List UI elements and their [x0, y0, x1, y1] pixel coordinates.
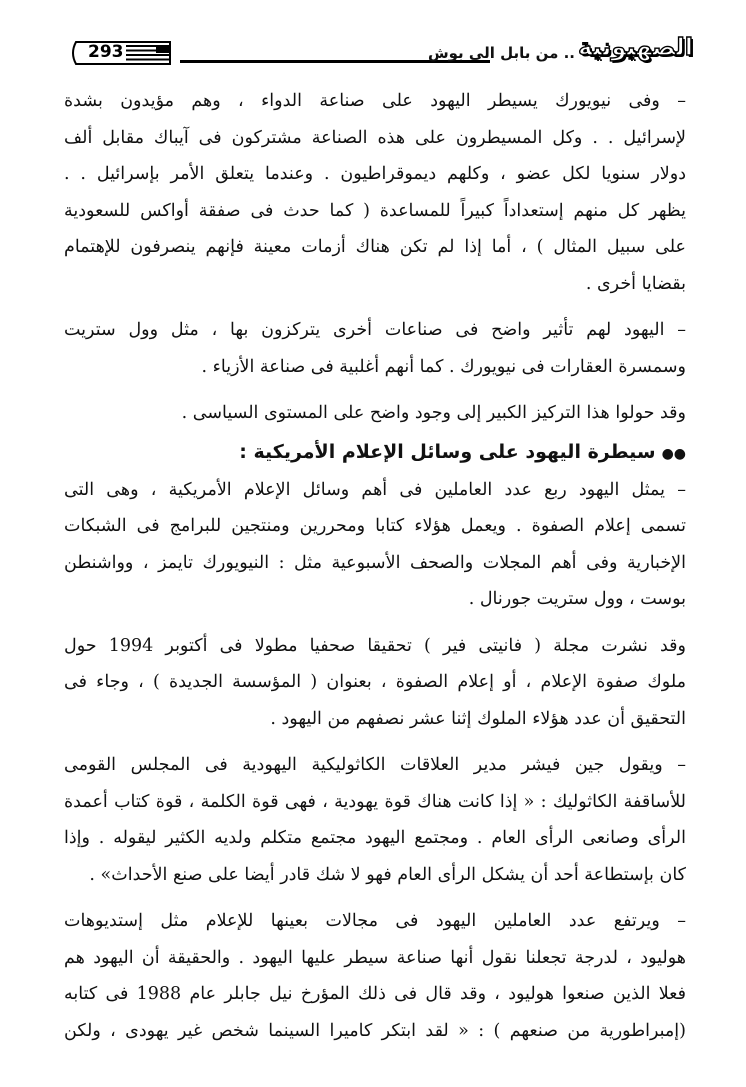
text-line: دولار سنويا لكل عضو ، وكلهم ديموقراطيون . وعندما يتعلق الأمر بإسرائيل . .	[64, 164, 686, 184]
running-header	[60, 32, 693, 72]
text-line: – ويقول جين فيشر مدير العلاقات الكاثوليكية اليهودية فى المجلس القومى	[64, 755, 686, 775]
paragraph	[64, 472, 686, 618]
text-line: التحقيق أن عدد هؤلاء الملوك إثنا عشر نصفهم من اليهود .	[270, 708, 686, 729]
text-line: وقد حولوا هذا التركيز الكبير إلى وجود واضح على المستوى السياسى .	[181, 403, 686, 423]
text-line: ملوك صفوة الإعلام ، أو إعلام الصفوة ، بعنوان ( المؤسسة الجديدة ) ، وجاء فى	[64, 672, 686, 692]
text-line: الإخبارية وفى أهم المجلات والصحف الأسبوعية مثل : النيويورك تايمز ، وواشنطن	[64, 552, 686, 573]
bullet-icon: ●●	[661, 445, 686, 462]
paragraph	[64, 83, 686, 302]
page-number: 293	[88, 42, 124, 62]
text-line: – وفى نيويورك يسيطر اليهود على صناعة الدواء ، وهم مؤيدون بشدة	[64, 91, 686, 111]
text-line: فعلا الذين صنعوا هوليود ، وقد قال فى ذلك المؤرخ نيل جابلر عام 1988 فى كتابه	[64, 984, 686, 1004]
paragraph	[64, 395, 686, 432]
section-heading	[64, 432, 686, 472]
text-line: – يمثل اليهود ربع عدد العاملين فى أهم وسائل الإعلام الأمريكية ، وهى التى	[64, 479, 686, 500]
text-line: لإسرائيل . . وكل المسيطرون على هذه الصناعة مشتركون فى آيباك مقابل ألف	[64, 127, 686, 148]
text-line: للأساقفة الكاثوليك : « إذا كانت هناك قوة يهودية ، فهى قوة الكلمة ، قوة كتاب أعمدة	[64, 791, 686, 812]
text-line: على سبيل المثال ) ، أما إذا لم تكن هناك أزمات معينة فإنهم ينصرفون للإهتمام	[64, 237, 686, 257]
text-line: تسمى إعلام الصفوة . ويعمل هؤلاء كتابا ومحررين ومنتجين للبرامج فى الشبكات	[64, 516, 686, 536]
flag-stripes-icon	[126, 45, 170, 61]
book-title: الصهيونية	[578, 33, 693, 61]
page-body	[64, 83, 686, 1049]
text-line: – ويرتفع عدد العاملين اليهود فى مجالات بعينها للإعلام مثل إستديوهات	[64, 911, 686, 931]
text-line: – اليهود لهم تأثير واضح فى صناعات أخرى يتركزون بها ، مثل وول ستريت	[64, 320, 686, 340]
text-line: وقد نشرت مجلة ( فانيتى فير ) تحقيقا صحفيا مطولا فى أكتوبر 1994 حول	[64, 635, 686, 656]
page-number-badge	[70, 40, 174, 66]
text-line: يظهر كل منهم إستعداداً كبيراً للمساعدة ( كما حدث فى صفقة أواكس للسعودية	[64, 200, 686, 221]
text-line: هوليود ، لدرجة تجعلنا نقول أنها صناعة سيطر عليها اليهود . والحقيقة أن اليهود هم	[64, 947, 686, 968]
text-line: بوست ، وول ستريت جورنال .	[468, 589, 686, 609]
text-line: بقضايا أخرى .	[585, 273, 686, 294]
paragraph	[64, 747, 686, 893]
text-line: وسمسرة العقارات فى نيويورك . كما أنهم أغلبية فى صناعة الأزياء .	[201, 356, 686, 377]
paragraph	[64, 628, 686, 738]
paragraph	[64, 903, 686, 1049]
section-heading-text: سيطرة اليهود على وسائل الإعلام الأمريكية :	[239, 440, 656, 463]
text-line: الرأى وصانعى الرأى العام . ومجتمع اليهود مجتمع متكلم ولديه الكثير ليقوله . وإذا	[64, 828, 686, 848]
text-line: كان بإستطاعة أحد أن يشكل الرأى العام فهو لا شك قادر أيضا على صنع الأحداث» .	[89, 864, 686, 885]
paragraph	[64, 312, 686, 385]
text-line: (إمبراطورية من صنعهم ) : « لقد ابتكر كاميرا السينما شخص غير يهودى ، ولكن	[64, 1020, 686, 1041]
header-subtitle: .. من بابل الى بوش	[427, 44, 575, 62]
